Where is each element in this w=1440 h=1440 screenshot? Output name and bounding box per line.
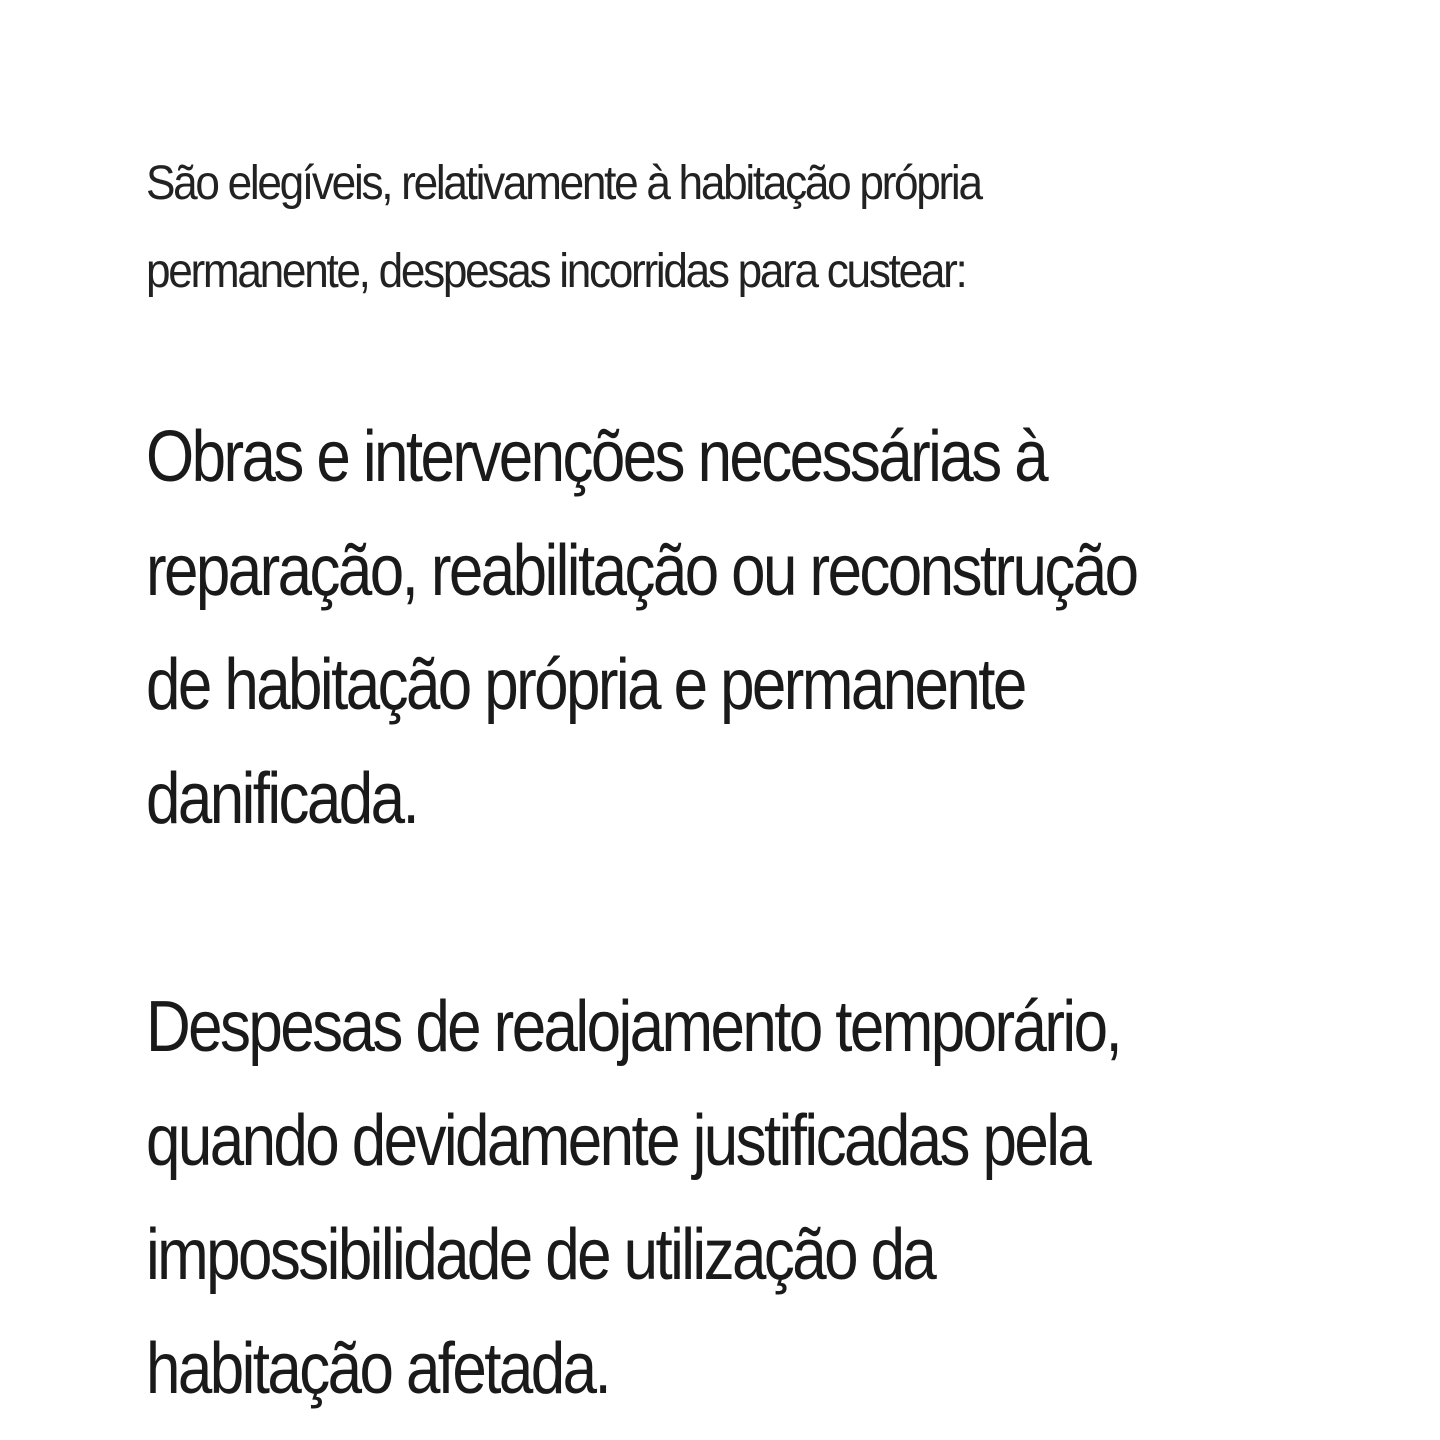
intro-line: permanente, despesas incorridas para custear: xyxy=(146,245,966,298)
item-line: Despesas de realojamento temporário, xyxy=(146,987,1121,1067)
item-line: Obras e intervenções necessárias à xyxy=(146,417,1047,497)
intro-paragraph xyxy=(146,140,1158,316)
document-page xyxy=(146,140,1326,1426)
item-line: de habitação própria e permanente xyxy=(146,645,1025,725)
item-line: impossibilidade de utilização da xyxy=(146,1215,935,1295)
eligible-expense-item xyxy=(146,400,1326,856)
intro-line: São elegíveis, relativamente à habitação própria xyxy=(146,157,981,210)
item-line: danificada. xyxy=(146,759,418,839)
item-line: reparação, reabilitação ou reconstrução xyxy=(146,531,1137,611)
eligible-expense-item xyxy=(146,970,1326,1426)
item-line: habitação afetada. xyxy=(146,1329,610,1409)
item-line: quando devidamente justificadas pela xyxy=(146,1101,1090,1181)
